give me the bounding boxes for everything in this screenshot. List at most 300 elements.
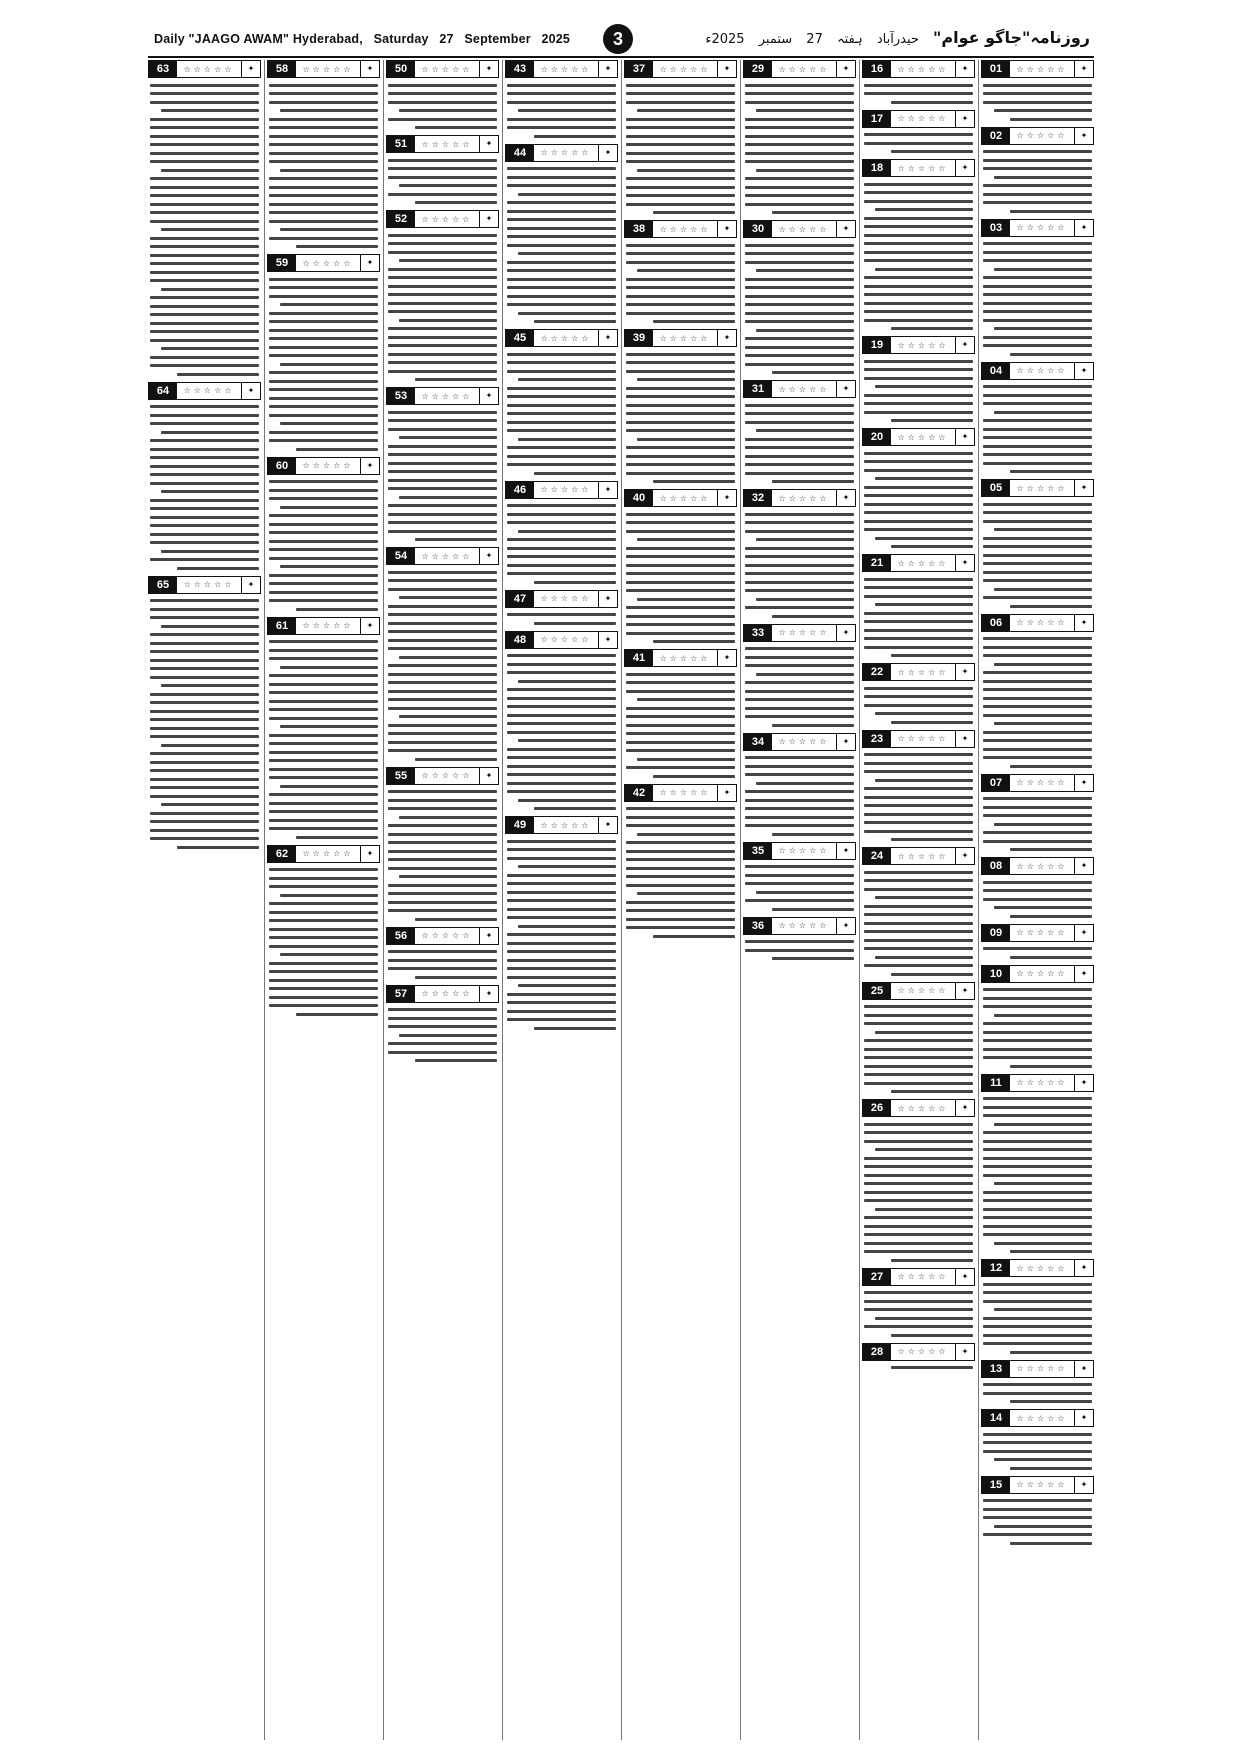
text-line [626,118,735,121]
text-line [269,211,378,214]
news-item [743,733,856,836]
text-line [388,470,497,473]
news-item-body [981,1433,1094,1470]
column-divider [502,60,503,1740]
news-item-number: 03 [982,220,1010,236]
text-line [388,530,497,533]
text-line [626,203,735,206]
text-line [983,1291,1092,1294]
text-line [269,928,378,931]
news-item-body [743,244,856,375]
news-item-body [981,242,1094,356]
text-line [983,705,1092,708]
text-line [280,169,378,172]
text-line [864,913,973,916]
text-line [269,700,378,703]
text-line [864,217,973,220]
dateline-tag-icon: ✦ [1074,363,1093,379]
text-line [150,473,259,476]
text-line [983,201,1092,204]
news-item [862,336,975,422]
text-line [864,360,973,363]
news-item [505,144,618,324]
news-item-body [624,353,737,484]
text-line [756,673,854,676]
star-row-icon: ☆☆☆☆☆ [778,846,830,855]
text-line [983,1140,1092,1143]
text-line [415,1059,497,1062]
news-item-number: 61 [268,618,296,634]
text-line [983,680,1092,683]
text-line [269,320,378,323]
news-item-body [862,452,975,549]
star-row-icon: ☆☆☆☆☆ [778,493,830,503]
text-line [507,521,616,524]
text-line [534,320,616,323]
news-item-number: 06 [982,615,1010,631]
news-column [743,60,856,1740]
text-line [388,176,497,179]
text-line [983,1233,1092,1236]
text-line [864,813,973,816]
news-item [862,110,975,154]
text-line [626,850,735,853]
news-item-number: 59 [268,255,296,271]
news-item-header [862,554,975,572]
news-item-number: 47 [506,591,534,607]
news-item-number: 09 [982,925,1010,941]
star-row-icon: ☆☆☆☆☆ [897,1272,949,1281]
text-line [875,268,973,271]
text-line [983,1216,1092,1219]
text-line [772,833,854,836]
text-line [983,1031,1092,1034]
text-line [864,1005,973,1008]
text-line [507,261,616,264]
text-line [626,615,735,618]
text-line [269,691,378,694]
text-line [875,208,973,211]
text-line [637,378,735,381]
text-line [388,242,497,245]
text-line [864,1157,973,1160]
news-item-header [267,457,380,475]
masthead-year: 2025 [541,32,571,46]
text-line [161,169,259,172]
dateline-tag-icon: ✦ [1074,220,1093,236]
text-line [415,126,497,129]
news-item-header [862,982,975,1000]
news-item [267,617,380,839]
news-item-body [505,504,618,584]
text-line [388,967,497,970]
text-line [626,126,735,129]
dateline-tag-icon: ✦ [598,145,617,161]
star-row-icon: ☆☆☆☆☆ [659,333,711,343]
text-line [269,177,378,180]
dateline-tag-icon: ✦ [598,817,617,833]
text-line [745,530,854,533]
dateline-tag-icon: ✦ [1074,1260,1093,1276]
star-row-icon: ☆☆☆☆☆ [897,114,949,123]
news-item-number: 32 [744,490,772,506]
star-row-icon: ☆☆☆☆☆ [183,64,235,74]
dateline-tag-icon: ✦ [241,383,260,399]
text-line [269,135,378,138]
text-line [637,833,735,836]
text-line [388,799,497,802]
text-line [388,579,497,582]
text-line [534,472,616,475]
text-line [507,976,616,979]
text-line [745,799,854,802]
text-line [983,1005,1092,1008]
text-line [626,160,735,163]
news-item-header [981,1360,1094,1378]
star-row-icon: ☆☆☆☆☆ [302,621,354,630]
news-item-number: 45 [506,330,534,346]
text-line [626,749,735,752]
text-line [745,606,854,609]
text-line [745,547,854,550]
text-line [507,463,616,466]
text-line [626,741,735,744]
news-item-body [981,637,1094,768]
news-item-body [624,84,737,215]
text-line [745,421,854,424]
text-line [507,126,616,129]
text-line [150,313,259,316]
text-line [269,868,378,871]
text-line [983,511,1092,514]
news-item-number: 20 [863,429,891,445]
text-line [875,1317,973,1320]
text-line [150,160,259,163]
text-line [745,143,854,146]
text-line [864,285,973,288]
text-line [280,303,378,306]
star-row-icon: ☆☆☆☆☆ [421,214,473,224]
text-line [388,428,497,431]
text-line [756,782,854,785]
news-item-body [386,159,499,205]
text-line [507,572,616,575]
news-item-header [267,617,380,635]
text-line [150,296,259,299]
text-line [983,344,1092,347]
text-line [745,564,854,567]
news-item-body [981,385,1094,473]
news-item-header [505,481,618,499]
star-row-icon: ☆☆☆☆☆ [778,384,830,394]
text-line [983,402,1092,405]
text-line [150,414,259,417]
text-line [626,841,735,844]
star-row-icon: ☆☆☆☆☆ [421,391,473,401]
text-line [150,837,259,840]
star-row-icon: ☆☆☆☆☆ [897,340,949,350]
text-line [637,538,735,541]
text-line [150,322,259,325]
news-item-body [981,881,1094,918]
text-line [269,295,378,298]
text-line [745,513,854,516]
text-line [864,84,973,87]
news-item-header [267,254,380,272]
text-line [745,882,854,885]
text-line [269,92,378,95]
text-line [388,293,497,296]
star-row-icon: ☆☆☆☆☆ [1016,1364,1068,1373]
text-line [507,446,616,449]
text-line [388,639,497,642]
news-item-number: 38 [625,221,653,237]
text-line [626,884,735,887]
text-line [983,385,1092,388]
text-line [626,681,735,684]
text-line [891,721,973,724]
text-line [388,901,497,904]
text-line [269,531,378,534]
star-row-icon: ☆☆☆☆☆ [778,224,830,234]
text-line [745,681,854,684]
news-item-header [862,1343,975,1361]
news-item-header [743,917,856,935]
text-line [756,109,854,112]
news-item-number: 56 [387,928,415,944]
star-row-icon: ☆☆☆☆☆ [421,931,473,940]
text-line [626,312,735,315]
star-row-icon: ☆☆☆☆☆ [421,989,473,998]
column-divider [383,60,384,1740]
text-line [280,666,378,669]
news-item-header [743,60,856,78]
text-line [269,776,378,779]
text-line [626,472,735,475]
text-line [269,186,378,189]
text-line [269,431,378,434]
column-divider [859,60,860,1740]
text-line [507,899,616,902]
text-line [864,1073,973,1076]
text-line [388,370,497,373]
text-line [745,664,854,667]
text-line [891,838,973,841]
text-line [388,327,497,330]
text-line [507,908,616,911]
text-line [150,456,259,459]
news-item [386,767,499,921]
news-item-header [981,1074,1094,1092]
news-item-number: 04 [982,363,1010,379]
news-item-body [267,868,380,1016]
text-line [388,959,497,962]
text-line [507,235,616,238]
star-row-icon: ☆☆☆☆☆ [659,493,711,503]
text-line [864,200,973,203]
news-item-header [981,1476,1094,1494]
news-item [267,845,380,1016]
text-line [507,1010,616,1013]
news-column [981,60,1094,1740]
text-line [269,640,378,643]
text-line [388,167,497,170]
news-item-number: 31 [744,381,772,397]
text-line [626,143,735,146]
text-line [745,647,854,650]
text-line [507,613,616,616]
text-line [518,680,616,683]
text-line [745,92,854,95]
text-line [983,545,1092,548]
text-line [269,885,378,888]
text-line [864,888,973,891]
text-line [864,1014,973,1017]
news-item [505,816,618,1030]
text-line [269,987,378,990]
text-line [150,701,259,704]
text-line [388,251,497,254]
text-line [745,186,854,189]
text-line [269,101,378,104]
text-line [864,1325,973,1328]
news-item [862,1099,975,1262]
news-item [624,649,737,778]
star-row-icon: ☆☆☆☆☆ [421,551,473,561]
text-line [864,1039,973,1042]
text-line [150,262,259,265]
text-line [891,545,973,548]
text-line [150,482,259,485]
news-item-body [981,503,1094,608]
text-line [150,616,259,619]
column-divider [264,60,265,1740]
news-item-number: 14 [982,1410,1010,1426]
text-line [150,448,259,451]
text-line [626,84,735,87]
text-line [388,336,497,339]
text-line [507,916,616,919]
text-line [983,302,1092,305]
text-line [983,419,1092,422]
star-row-icon: ☆☆☆☆☆ [302,258,354,268]
text-line [983,1039,1092,1042]
text-line [864,1174,973,1177]
text-line [626,303,735,306]
text-line [745,412,854,415]
text-line [269,371,378,374]
text-line [745,807,854,810]
news-item-header [743,489,856,507]
text-line [388,647,497,650]
star-row-icon: ☆☆☆☆☆ [778,628,830,637]
news-item [624,784,737,938]
text-line [891,654,973,657]
text-line [875,712,973,715]
text-line [983,739,1092,742]
text-line [507,688,616,691]
news-item-number: 05 [982,480,1010,496]
text-line [388,285,497,288]
text-line [388,707,497,710]
news-item-header [148,382,261,400]
text-line [983,1499,1092,1502]
news-item [505,481,618,584]
text-line [161,347,259,350]
text-line [269,979,378,982]
text-line [269,751,378,754]
news-item-number: 23 [863,731,891,747]
text-line [626,564,735,567]
text-line [1010,605,1092,608]
text-line [983,1225,1092,1228]
news-column [624,60,737,1740]
text-line [745,135,854,138]
news-item-number: 19 [863,337,891,353]
news-item-header [862,60,975,78]
dateline-tag-icon: ✦ [360,458,379,474]
text-line [626,177,735,180]
text-line [994,411,1092,414]
star-row-icon: ☆☆☆☆☆ [540,594,592,603]
text-line [296,448,378,451]
text-line [983,889,1092,892]
news-column [267,60,380,1740]
dateline-tag-icon: ✦ [955,555,974,571]
text-line [745,101,854,104]
text-line [269,160,378,163]
text-line [891,101,973,104]
news-item-header [743,842,856,860]
text-line [269,877,378,880]
text-line [994,176,1092,179]
text-line [637,269,735,272]
news-item-body [862,753,975,841]
text-line [864,1082,973,1085]
text-line [269,152,378,155]
text-line [269,819,378,822]
text-line [864,1022,973,1025]
text-line [161,803,259,806]
dateline-tag-icon: ✦ [836,625,855,641]
text-line [1010,1250,1092,1253]
news-item-number: 15 [982,1477,1010,1493]
text-line [177,373,259,376]
text-line [983,259,1092,262]
news-item-header [981,60,1094,78]
text-line [150,356,259,359]
dateline-tag-icon: ✦ [717,490,736,506]
text-line [864,259,973,262]
text-line [269,354,378,357]
text-line [150,752,259,755]
text-line [150,203,259,206]
text-line [150,693,259,696]
text-line [507,387,616,390]
masthead-urdu-month: ستمبر [758,32,793,47]
text-line [415,538,497,541]
text-line [745,337,854,340]
column-divider [978,60,979,1740]
star-row-icon: ☆☆☆☆☆ [1016,928,1068,937]
news-item [743,220,856,374]
masthead-paper-name: Daily "JAAGO AWAM" Hyderabad, [154,32,363,46]
text-line [150,599,259,602]
text-line [150,422,259,425]
text-line [518,530,616,533]
text-line [150,650,259,653]
text-line [983,285,1092,288]
